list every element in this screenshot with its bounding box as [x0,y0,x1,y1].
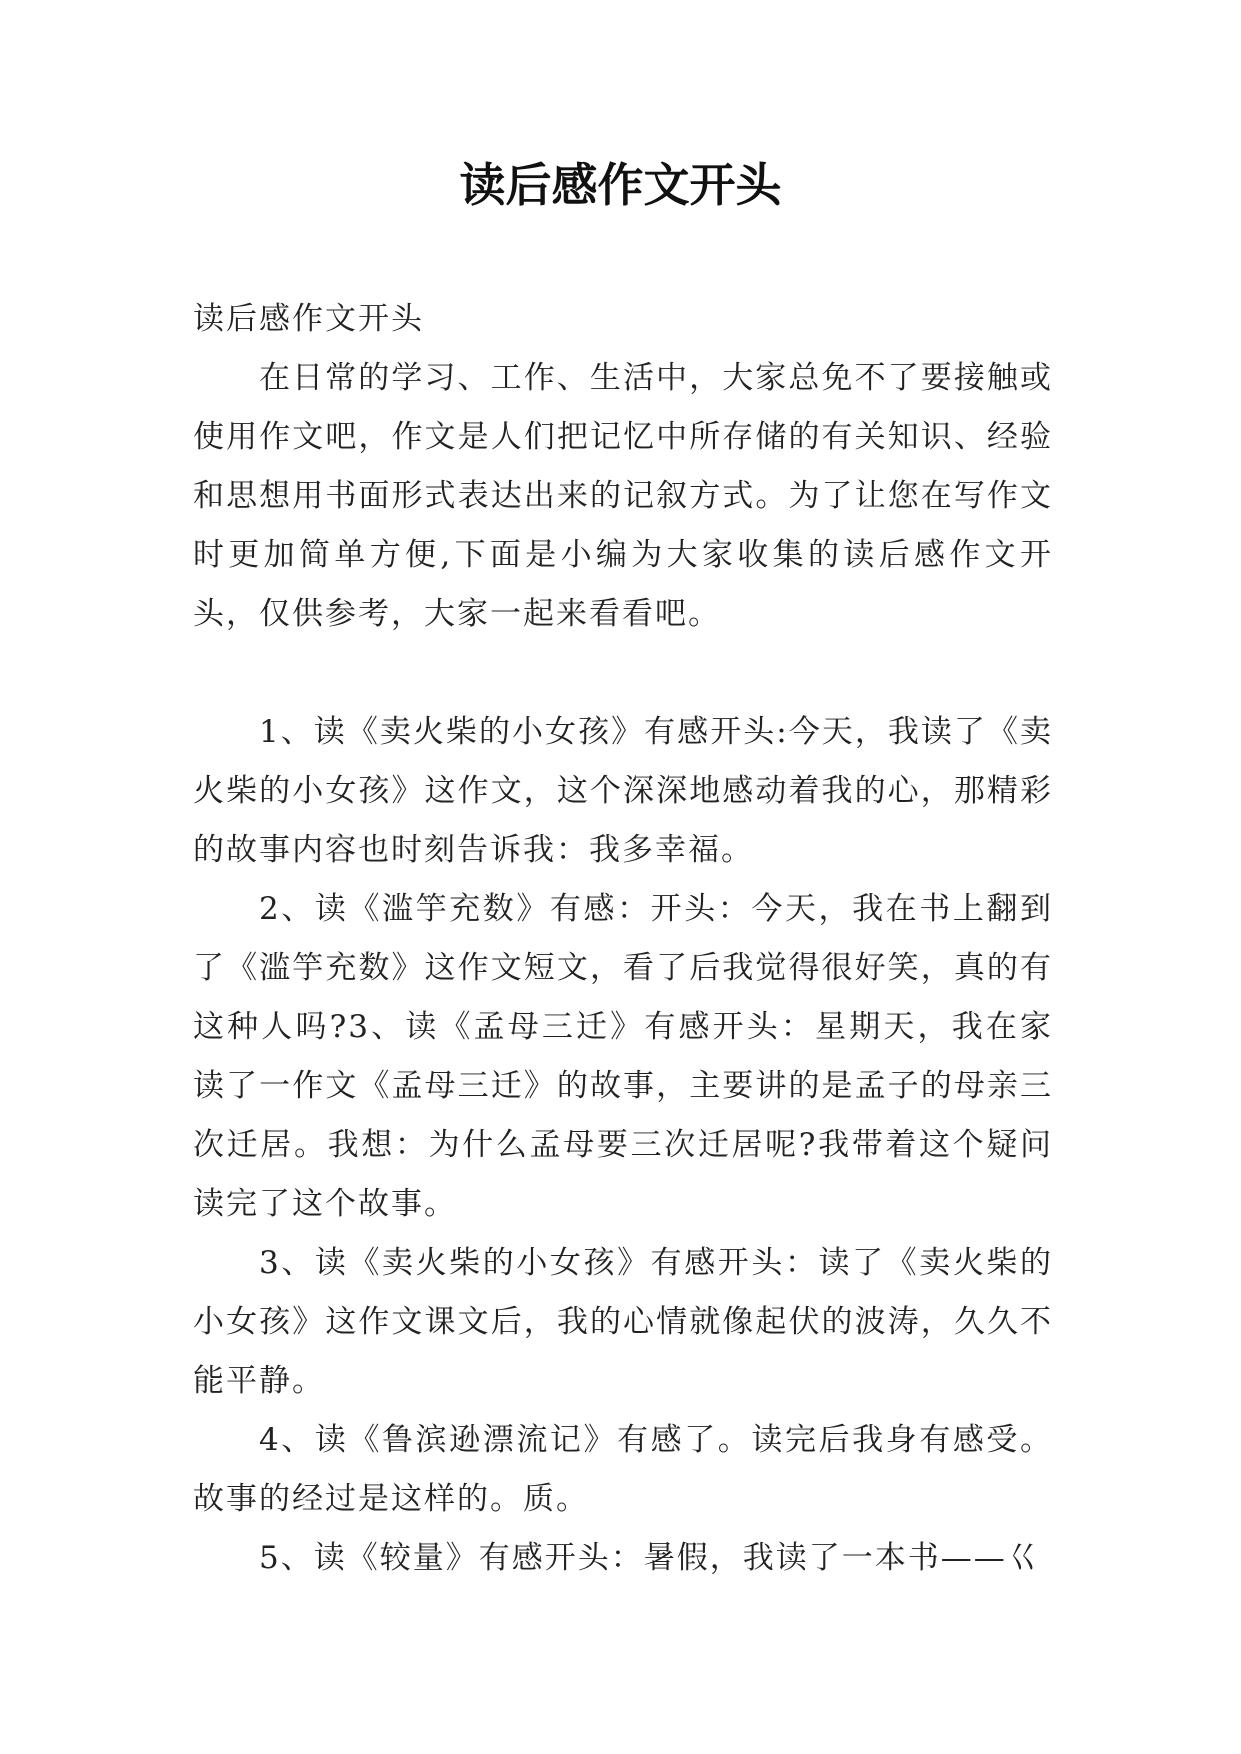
document-body [193,290,1053,1588]
body-paragraph: 5、读《较量》有感开头：暑假，我读了一本书——巜 [259,1540,1040,1576]
body-paragraph: 1、读《卖火柴的小女孩》有感开头:今天，我读了《卖火柴的小女孩》这作文，这个深深地感动着我的心，那精彩的故事内容也时刻告诉我：我多幸福。 [193,714,1053,868]
body-paragraph: 3、读《卖火柴的小女孩》有感开头：读了《卖火柴的小女孩》这作文课文后，我的心情就像起伏的波涛，久久不能平静。 [193,1245,1053,1399]
document-subtitle: 读后感作文开头 [193,301,424,337]
intro-paragraph: 在日常的学习、工作、生活中，大家总免不了要接触或使用作文吧，作文是人们把记忆中所存储的有关知识、经验和思想用书面形式表达出来的记叙方式。为了让您在写作文时更加简单方便,下面是小编为大家收集的读后感作文开头，仅供参考，大家一起来看看吧。 [193,360,1053,632]
document-title: 读后感作文开头 [459,158,782,212]
body-paragraph: 2、读《滥竽充数》有感：开头：今天，我在书上翻到了《滥竽充数》这作文短文，看了后我觉得很好笑，真的有这种人吗?3、读《孟母三迁》有感开头：星期天，我在家读了一作文《孟母三迁》的故事，主要讲的是孟子的母亲三次迁居。我想：为什么孟母要三次迁居呢?我带着这个疑问读完了这个故事。 [193,891,1053,1222]
body-paragraph: 4、读《鲁滨逊漂流记》有感了。读完后我身有感受。故事的经过是这样的。质。 [193,1422,1053,1517]
